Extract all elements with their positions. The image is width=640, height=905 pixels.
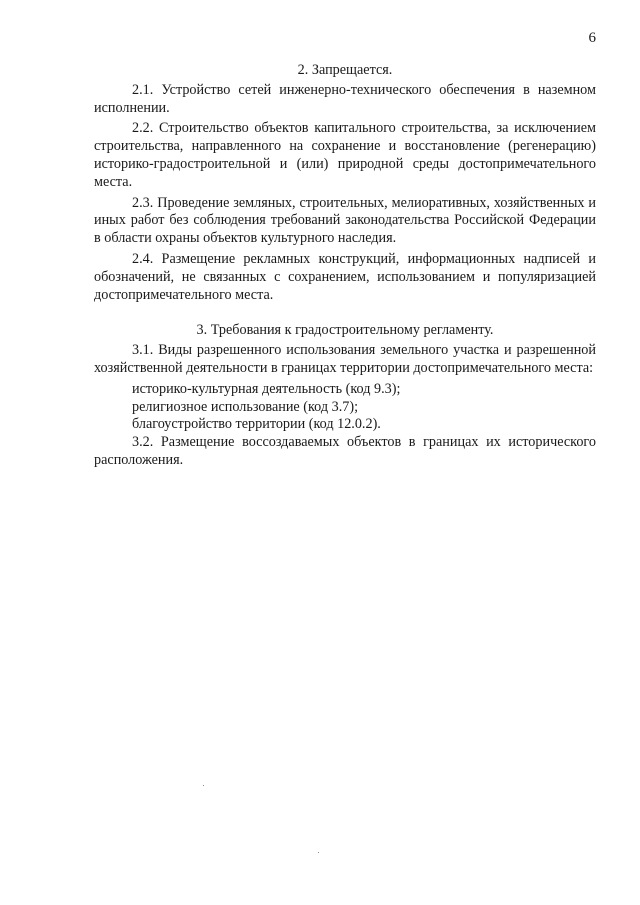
page-number: 6 bbox=[588, 30, 596, 46]
paragraph-2-2: 2.2. Строительство объектов капитального строительства, за исключением строительства, направленного на сохранение и восстановление (регенерацию) историко-градостроительной и (или) природной среды достопримечательного места. bbox=[94, 120, 596, 190]
document-body bbox=[94, 62, 596, 473]
paragraph-3-2: 3.2. Размещение воссоздаваемых объектов в границах их исторического расположения. bbox=[94, 434, 596, 468]
paragraph-3-1: 3.1. Виды разрешенного использования земельного участка и разрешенной хозяйственной деятельности в границах территории достопримечательного места: bbox=[94, 342, 596, 376]
use-item-1: историко-культурная деятельность (код 9.3); bbox=[132, 380, 401, 397]
paragraph-2-3: 2.3. Проведение земляных, строительных, мелиоративных, хозяйственных и иных работ без соблюдения требований законодательства Российской Федерации в области охраны объектов культурного наследия. bbox=[94, 194, 596, 247]
paragraph-2-4: 2.4. Размещение рекламных конструкций, информационных надписей и обозначений, не связанных с сохранением, использованием и популяризацией достопримечательного места. bbox=[94, 250, 596, 303]
use-item-3: благоустройство территории (код 12.0.2). bbox=[132, 416, 381, 433]
section-heading-prohibited: 2. Запрещается. bbox=[297, 62, 393, 78]
section-heading-requirements: 3. Требования к градостроительному регламенту. bbox=[196, 322, 494, 339]
use-item-2: религиозное использование (код 3.7); bbox=[132, 398, 359, 415]
scan-speck bbox=[318, 852, 319, 853]
paragraph-2-1: 2.1. Устройство сетей инженерно-технического обеспечения в наземном исполнении. bbox=[94, 81, 596, 116]
scan-speck bbox=[203, 785, 204, 786]
